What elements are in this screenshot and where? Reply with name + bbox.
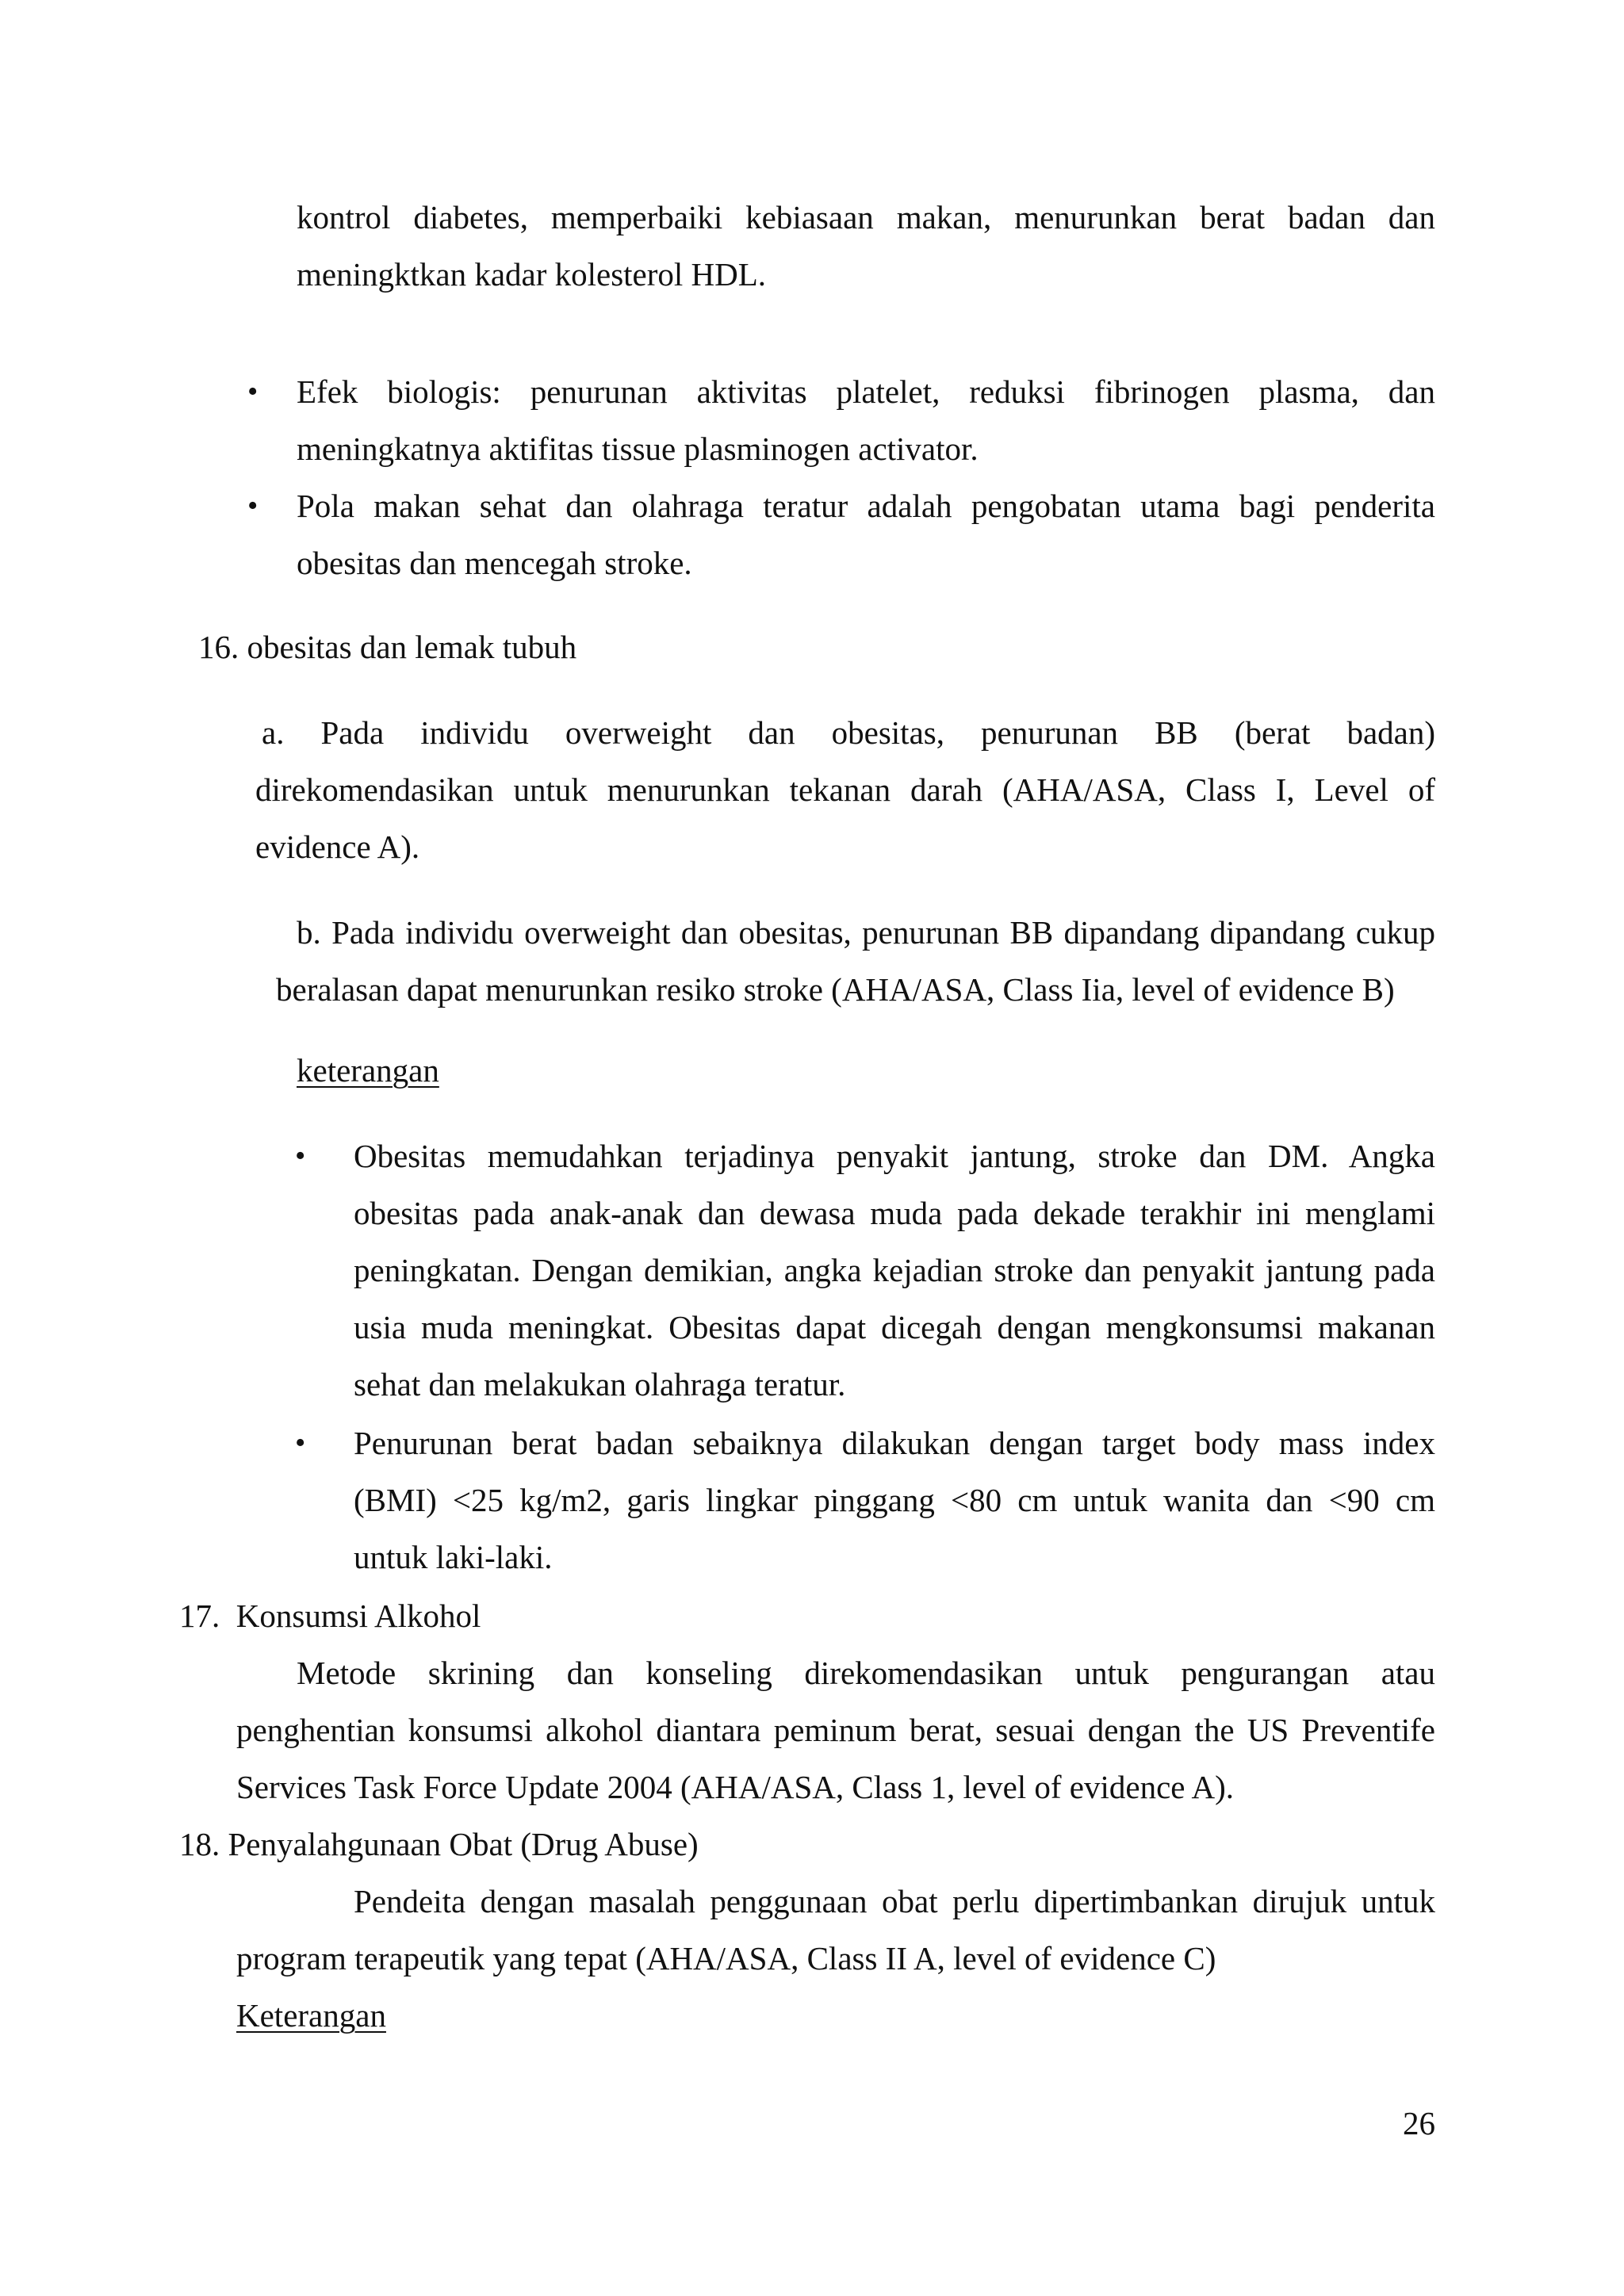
text-line: usia muda meningkat. Obesitas dapat dicegah dengan mengkonsumsi makanan [354,1309,1435,1345]
bullet-icon: • [295,1426,306,1460]
bullet-icon: • [247,375,259,408]
text-line: peningkatan. Dengan demikian, angka kejadian stroke dan penyakit jantung pada [354,1252,1435,1288]
bullet-item [354,1127,1435,1413]
text-line: Efek biologis: penurunan aktivitas platelet, reduksi fibrinogen plasma, dan [297,373,1435,410]
text-line: Obesitas memudahkan terjadinya penyakit jantung, stroke dan DM. Angka [354,1138,1435,1174]
section-18-paragraph [236,1873,1435,1987]
text-line: penghentian konsumsi alkohol diantara peminum berat, sesuai dengan the US Preventife [236,1712,1435,1748]
text-line: a. Pada individu overweight dan obesitas, penurunan BB (berat badan) [262,714,1435,751]
text-line: b. Pada individu overweight dan obesitas, penurunan BB dipandang dipandang cukup [297,914,1435,951]
page-number: 26 [1403,2105,1435,2141]
section-16-item-a [255,704,1435,875]
text-line: sehat dan melakukan olahraga teratur. [354,1366,846,1402]
text-line: kontrol diabetes, memperbaiki kebiasaan makan, menurunkan berat badan dan [297,199,1435,235]
bullet-icon: • [295,1139,306,1173]
section-17-heading: 17. Konsumsi Alkohol [179,1598,481,1634]
text-line: meningkatnya aktifitas tissue plasminogen activator. [297,430,979,467]
text-line: Metode skrining dan konseling direkomendasikan untuk pengurangan atau [297,1655,1435,1691]
section-17-paragraph [236,1644,1435,1816]
text-line: direkomendasikan untuk menurunkan tekanan darah (AHA/ASA, Class I, Level of [255,771,1435,808]
text-line: program terapeutik yang tepat (AHA/ASA, Class II A, level of evidence C) [236,1940,1216,1976]
text-line: Penurunan berat badan sebaiknya dilakukan dengan target body mass index [354,1425,1435,1461]
section-18-note-label: Keterangan [236,1997,386,2034]
text-line: Services Task Force Update 2004 (AHA/ASA, Class 1, level of evidence A). [236,1769,1234,1805]
text-line: untuk laki-laki. [354,1539,553,1575]
text-line: evidence A). [255,828,420,865]
text-line: beralasan dapat menurunkan resiko stroke (AHA/ASA, Class Iia, level of evidence B) [276,971,1395,1008]
text-line: Pola makan sehat dan olahraga teratur adalah pengobatan utama bagi penderita [297,488,1435,524]
text-line: meningktkan kadar kolesterol HDL. [297,256,767,293]
text-line: (BMI) <25 kg/m2, garis lingkar pinggang <80 cm untuk wanita dan <90 cm [354,1482,1435,1518]
section-18-heading: 18. Penyalahgunaan Obat (Drug Abuse) [179,1826,699,1862]
section-16-heading: 16. obesitas dan lemak tubuh [198,629,577,665]
bullet-item [297,477,1435,591]
continuation-paragraph [297,189,1435,303]
bullet-item [297,363,1435,477]
text-line: obesitas dan mencegah stroke. [297,545,692,581]
text-line: obesitas pada anak-anak dan dewasa muda pada dekade terakhir ini menglami [354,1195,1435,1231]
bullet-icon: • [247,489,259,522]
bullet-item [354,1414,1435,1586]
section-16-item-b [276,904,1435,1018]
section-16-note-label: keterangan [297,1052,439,1089]
text-line: Pendeita dengan masalah penggunaan obat perlu dipertimbankan dirujuk untuk [354,1883,1435,1919]
